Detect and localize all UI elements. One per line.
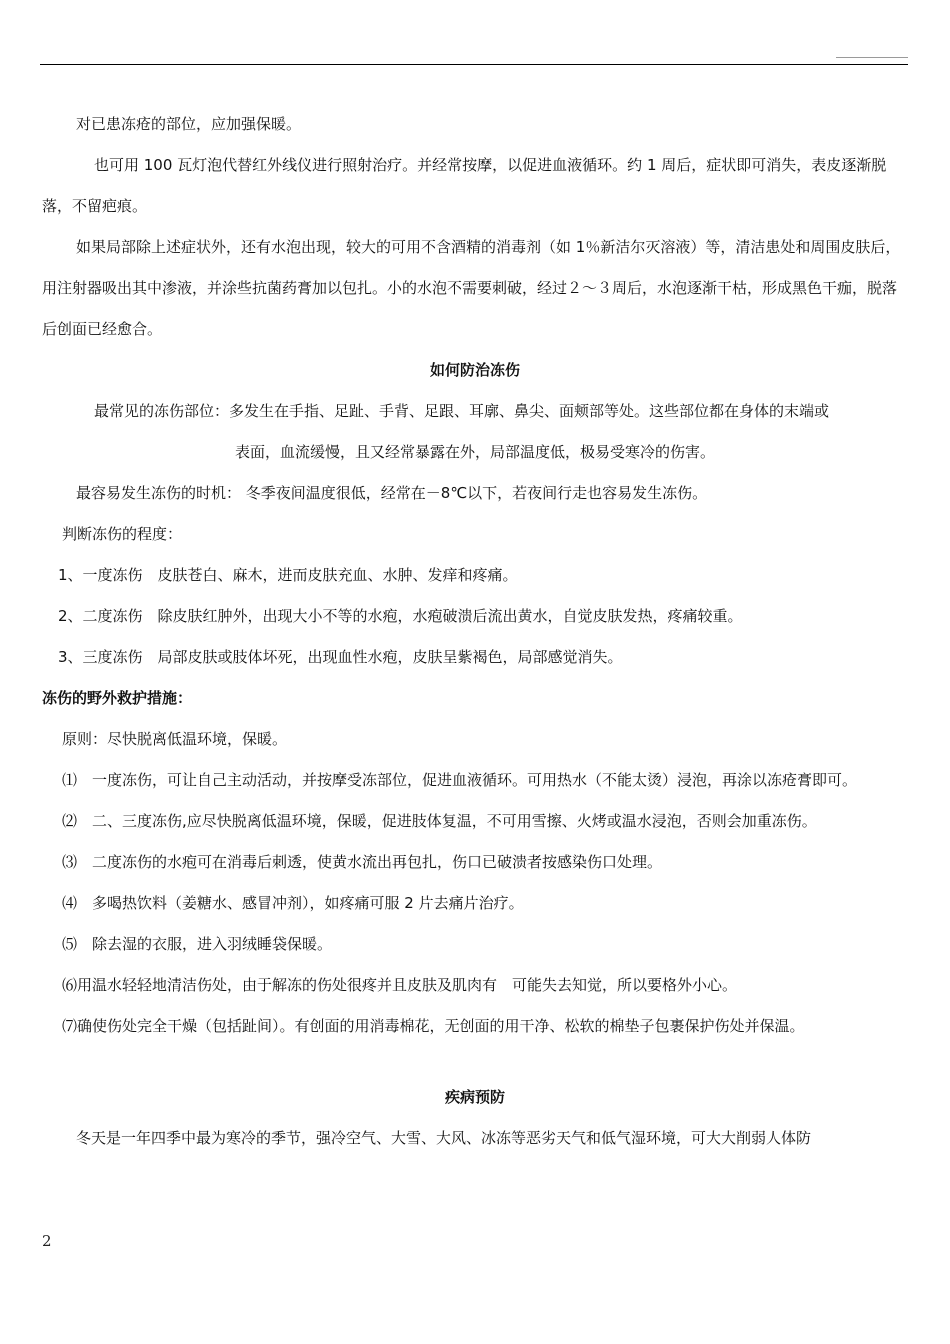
paragraph-common-parts: 最常见的冻伤部位：多发生在手指、足趾、手背、足跟、耳廓、鼻尖、面颊部等处。这些部位都在身体的末端或 [94,402,830,420]
rescue-step-6: ⑹用温水轻轻地清洁伤处，由于解冻的伤处很疼并且皮肤及肌肉有 可能失去知觉，所以要格外小心。 [62,976,738,994]
header-rule [40,64,908,65]
section-heading-prevention: 疾病预防 [444,1088,505,1106]
rescue-step-3: ⑶ 二度冻伤的水疱可在消毒后刺透，使黄水流出再包扎，伤口已破溃者按感染伤口处理。 [62,853,663,871]
list-item-degree-3: 3、三度冻伤 局部皮肤或肢体坏死，出现血性水疱，皮肤呈紫褐色，局部感觉消失。 [58,648,623,666]
rescue-step-5: ⑸ 除去湿的衣服，进入羽绒睡袋保暖。 [62,935,333,953]
list-item-degree-2: 2、二度冻伤 除皮肤红肿外，出现大小不等的水疱，水疱破溃后流出黄水，自觉皮肤发热，疼痛较重。 [58,607,743,625]
paragraph-keep-warm: 对已患冻疮的部位，应加强保暖。 [76,115,302,133]
list-item-degree-1: 1、一度冻伤 皮肤苍白、麻木，进而皮肤充血、水肿、发痒和疼痛。 [58,566,518,584]
paragraph-common-parts-cont: 表面，血流缓慢，且又经常暴露在外，局部温度低，极易受寒冷的伤害。 [234,443,715,461]
document-body [42,104,908,1159]
header-mark [836,57,908,58]
paragraph-timing: 最容易发生冻伤的时机： 冬季夜间温度很低，经常在－8℃以下，若夜间行走也容易发生冻伤。 [76,484,708,502]
section-spacer [42,1047,908,1077]
page-number: 2 [42,1232,52,1250]
rescue-step-7: ⑺确使伤处完全干燥（包括趾间）。有创面的用消毒棉花，无创面的用干净、松软的棉垫子包裹保护伤处并保温。 [62,1017,805,1035]
section-heading-frostbite: 如何防治冻伤 [429,361,520,379]
rescue-step-4: ⑷ 多喝热饮料（姜糖水、感冒冲剂），如疼痛可服 2 片去痛片治疗。 [62,894,524,912]
rescue-label: 冻伤的野外救护措施： [42,689,193,707]
paragraph-lamp-therapy: 也可用 100 瓦灯泡代替红外线仪进行照射治疗。并经常按摩，以促进血液循环。约 1 周后，症状即可消失，表皮逐渐脱落，不留疤痕。 [42,156,887,215]
rescue-step-2: ⑵ 二、三度冻伤,应尽快脱离低温环境，保暖，促进肢体复温，不可用雪擦、火烤或温水浸泡，否则会加重冻伤。 [62,812,817,830]
paragraph-blister-care: 如果局部除上述症状外，还有水泡出现，较大的可用不含酒精的消毒剂（如 1％新洁尔灭溶液）等，清洁患处和周围皮肤后，用注射器吸出其中渗液，并涂些抗菌药膏加以包扎。小的水泡不需要刺破，经过２～３周后，水泡逐渐干枯，形成黑色干痂，脱落后创面已经愈合。 [42,238,901,338]
paragraph-winter-intro: 冬天是一年四季中最为寒冷的季节，强冷空气、大雪、大风、冰冻等恶劣天气和低气湿环境，可大大削弱人体防 [76,1129,812,1147]
paragraph-degree-label: 判断冻伤的程度： [62,525,183,543]
rescue-principle: 原则：尽快脱离低温环境，保暖。 [62,730,288,748]
rescue-step-1: ⑴ 一度冻伤，可让自己主动活动，并按摩受冻部位，促进血液循环。可用热水（不能太烫）浸泡，再涂以冻疮膏即可。 [62,771,858,789]
